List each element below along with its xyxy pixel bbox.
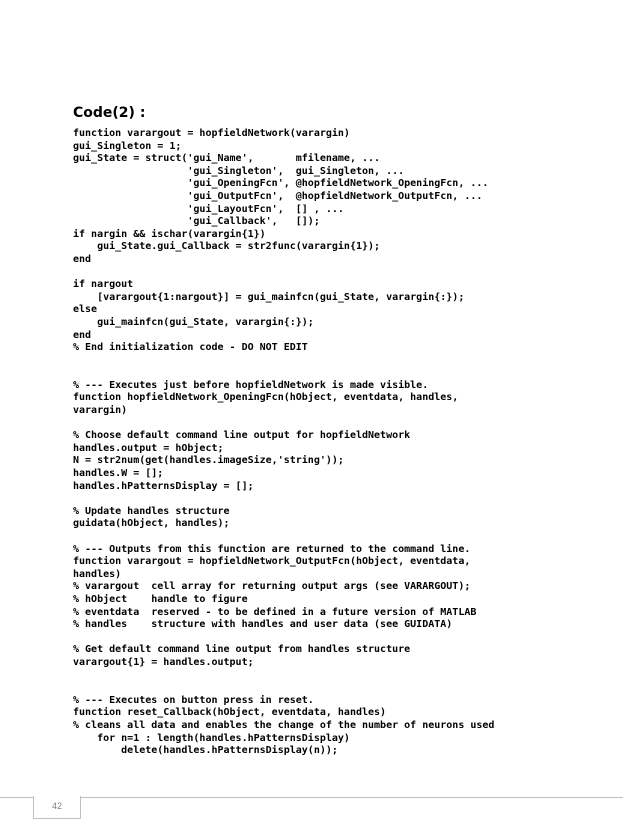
code-line [73,682,494,695]
code-line [73,355,494,368]
code-line: % handles structure with handles and user data (see GUIDATA) [73,619,453,631]
code-line: gui_mainfcn(gui_State, varargin{:}); [73,316,314,328]
code-line: % --- Executes just before hopfieldNetwork is made visible. [73,379,429,391]
code-line: gui_State = struct('gui_Name', mfilename, ... [73,153,381,165]
code-line: if nargin && ischar(varargin{1}) [73,228,266,240]
code-line: function varargout = hopfieldNetwork_OutputFcn(hObject, eventdata, [73,556,471,568]
code-line [73,632,494,645]
code-line: % Update handles structure [73,505,230,517]
code-line: 'gui_OutputFcn', @hopfieldNetwork_OutputFcn, ... [73,190,483,202]
code-line: delete(handles.hPatternsDisplay(n)); [73,745,338,757]
code-line: else [73,304,98,316]
code-line [73,493,494,506]
code-line: % hObject handle to figure [73,593,248,605]
code-line: handles.output = hObject; [73,442,224,454]
code-line: % --- Executes on button press in reset. [73,694,314,706]
code-line: 'gui_OpeningFcn', @hopfieldNetwork_OpeningFcn, ... [73,178,489,190]
code-line: function hopfieldNetwork_OpeningFcn(hObject, eventdata, handles, [73,392,459,404]
code-line: gui_Singleton = 1; [73,140,182,152]
code-line [73,670,494,683]
code-line: if nargout [73,279,134,291]
code-line: 'gui_LayoutFcn', [] , ... [73,203,344,215]
code-line: % Choose default command line output for hopfieldNetwork [73,430,411,442]
code-line: end [73,329,92,341]
code-line: function reset_Callback(hObject, eventdata, handles) [73,707,387,719]
code-line [73,418,494,431]
code-line: gui_State.gui_Callback = str2func(varargin{1}); [73,241,381,253]
code-line: function varargout = hopfieldNetwork(varargin) [73,128,350,139]
code-line: handles.hPatternsDisplay = []; [73,480,254,492]
code-line [73,531,494,544]
code-line [73,367,494,380]
code-line: end [73,253,92,265]
code-line: % --- Outputs from this function are returned to the command line. [73,543,471,555]
page-number: 42 [51,801,62,811]
code-line: % End initialization code - DO NOT EDIT [73,342,308,354]
section-heading: Code(2) : [73,105,146,121]
code-line: 'gui_Callback', []); [73,216,320,228]
code-line: [varargout{1:nargout}] = gui_mainfcn(gui_State, varargin{:}); [73,291,465,303]
code-line: for n=1 : length(handles.hPatternsDisplay) [73,732,350,744]
code-line: 'gui_Singleton', gui_Singleton, ... [73,165,405,177]
code-line: % cleans all data and enables the change of the number of neurons used [73,719,495,731]
code-line: % varargout cell array for returning output args (see VARARGOUT); [73,581,471,593]
code-line: handles.W = []; [73,468,164,480]
page-number-box [33,796,81,819]
code-line: N = str2num(get(handles.imageSize,'string')); [73,455,344,467]
code-line: % eventdata reserved - to be defined in a future version of MATLAB [73,606,477,618]
code-block [73,128,494,758]
code-line: varargin) [73,405,128,417]
code-line: guidata(hObject, handles); [73,518,230,530]
code-line: handles) [73,568,122,580]
code-line [73,267,494,280]
code-line: % Get default command line output from handles structure [73,644,411,656]
code-line: varargout{1} = handles.output; [73,656,254,668]
footer-rule [0,797,623,798]
